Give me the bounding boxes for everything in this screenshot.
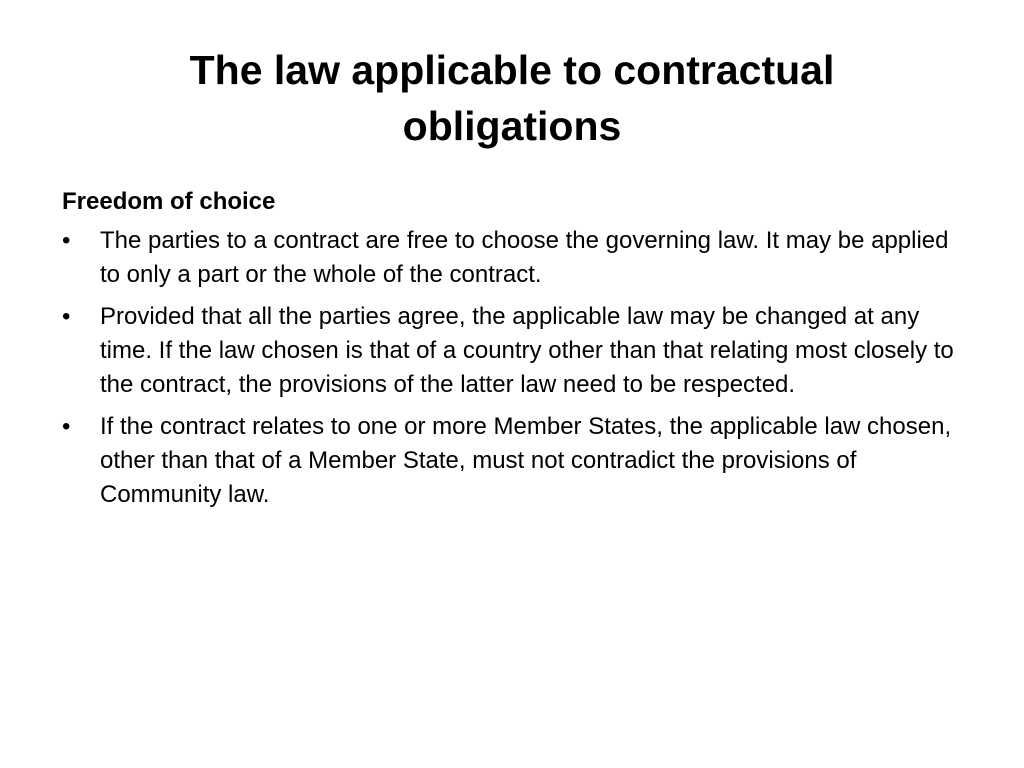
bullet-text: The parties to a contract are free to choose the governing law. It may be applied to only a part or the whole of the contract. [100, 227, 949, 288]
bullet-item-community-law [62, 410, 972, 512]
bullet-icon: • [62, 413, 71, 440]
bullet-list [62, 224, 972, 512]
slide-title: The law applicable to contractual obligations [189, 47, 835, 149]
bullet-icon: • [62, 303, 71, 330]
bullet-item-freedom [62, 224, 972, 292]
bullet-item-change [62, 300, 972, 402]
section-heading: Freedom of choice [62, 188, 276, 215]
slide-content [62, 184, 972, 520]
bullet-text: Provided that all the parties agree, the applicable law may be changed at any time. If the law chosen is that of a country other than that relating most closely to the contract, the provisions of the latter law need to be respected. [100, 303, 954, 398]
bullet-text: If the contract relates to one or more Member States, the applicable law chosen, other than that of a Member State, must not contradict the provisions of Community law. [100, 413, 952, 508]
bullet-icon: • [62, 227, 71, 254]
